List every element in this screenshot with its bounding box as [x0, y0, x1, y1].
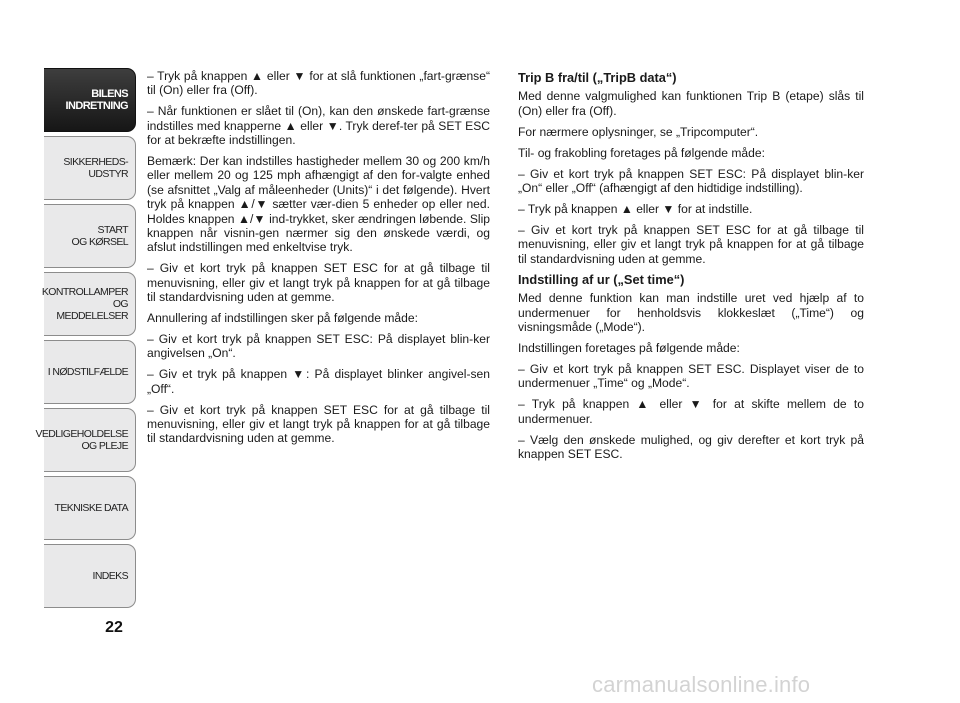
paragraph: – Når funktionen er slået til (On), kan den ønskede fart-grænse indstilles med knapperne ▲ eller ▼. Tryk deref-ter på SET ESC for at bekræfte indstillingen. [147, 104, 490, 148]
paragraph: Indstillingen foretages på følgende måde: [518, 341, 740, 356]
tab-sikkerhedsudstyr[interactable]: SIKKERHEDS- UDSTYR [44, 136, 136, 200]
section-heading-trip-b: Trip B fra/til („TripB data“) [518, 70, 677, 85]
paragraph: – Giv et kort tryk på knappen SET ESC for at gå tilbage til menuvisning, eller giv et langt tryk på knappen for at gå tilbage til standardvisning uden at gemme. [518, 222, 864, 266]
paragraph: – Tryk på knappen ▲ eller ▼ for at indstille. [518, 201, 753, 216]
paragraph: Til- og frakobling foretages på følgende måde: [518, 145, 765, 160]
paragraph: – Giv et kort tryk på knappen SET ESC for at gå tilbage til menuvisning, eller giv et langt tryk på knappen for at gå tilbage til standardvisning uden at gemme. [147, 261, 490, 305]
tab-bilens-indretning[interactable]: BILENS INDRETNING [44, 68, 136, 132]
paragraph: Bemærk: Der kan indstilles hastigheder mellem 30 og 200 km/h eller mellem 20 og 125 mph afhængigt af den for-valgte enhed (se afsnittet „Valg af måleenheder (Units)“ i det følgende). Hvert tryk på knappen ▲/▼ sætter vær-dien 5 enheder op eller ned. Holdes knappen ▲/▼ ind-trykket, sker ændringen løbende. Slip knappen når visnin-gen nærmer sig den ønskede værdi, og afslut indstillingen med enkeltvise tryk. [147, 154, 490, 255]
paragraph: For nærmere oplysninger, se „Tripcomputer“. [518, 124, 759, 139]
paragraph: – Tryk på knappen ▲ eller ▼ for at slå funktionen „fart-grænse“ til (On) eller fra (Off). [147, 69, 490, 98]
paragraph: – Tryk på knappen ▲ eller ▼ for at skifte mellem de to undermenuer. [518, 397, 864, 426]
paragraph: – Giv et tryk på knappen ▼: På displayet blinker angivel-sen „Off“. [147, 367, 490, 396]
right-column [518, 69, 864, 468]
paragraph: Med denne funktion kan man indstille uret ved hjælp af to undermenuer for henholdsvis klokkeslæt („Time“) og visningsmåde („Mode“). [518, 291, 864, 335]
tab-kontrollamper[interactable]: KONTROLLAMPER OG MEDDELELSER [44, 272, 136, 336]
paragraph: – Giv et kort tryk på knappen SET ESC for at gå tilbage til menuvisning, eller giv et langt tryk på knappen for at gå tilbage til standardvisning uden at gemme. [147, 402, 490, 446]
tab-start-og-korsel[interactable]: START OG KØRSEL [44, 204, 136, 268]
tab-i-nodstilfaelde[interactable]: I NØDSTILFÆLDE [44, 340, 136, 404]
paragraph: – Vælg den ønskede mulighed, og giv derefter et kort tryk på knappen SET ESC. [518, 432, 864, 462]
paragraph: – Giv et kort tryk på knappen SET ESC. Displayet viser de to undermenuer „Time“ og „Mode“. [518, 362, 864, 391]
paragraph: Annullering af indstillingen sker på følgende måde: [147, 311, 418, 326]
left-column [147, 69, 490, 452]
paragraph: – Giv et kort tryk på knappen SET ESC: På displayet blin-ker angivelsen „On“. [147, 332, 490, 361]
section-heading-set-time: Indstilling af ur („Set time“) [518, 271, 685, 287]
paragraph: – Giv et kort tryk på knappen SET ESC: På displayet blin-ker „On“ eller „Off“ (afhængigt af den hidtidige indstilling). [518, 166, 864, 195]
tab-vedligeholdelse[interactable]: VEDLIGEHOLDELSE OG PLEJE [44, 408, 136, 472]
page-number: 22 [105, 619, 123, 636]
watermark: carmanualsonline.info [592, 672, 811, 697]
tab-indeks[interactable]: INDEKS [44, 544, 136, 608]
tab-tekniske-data[interactable]: TEKNISKE DATA [44, 476, 136, 540]
paragraph: Med denne valgmulighed kan funktionen Trip B (etape) slås til (On) eller fra (Off). [518, 89, 864, 118]
chapter-tabs [35, 68, 136, 612]
